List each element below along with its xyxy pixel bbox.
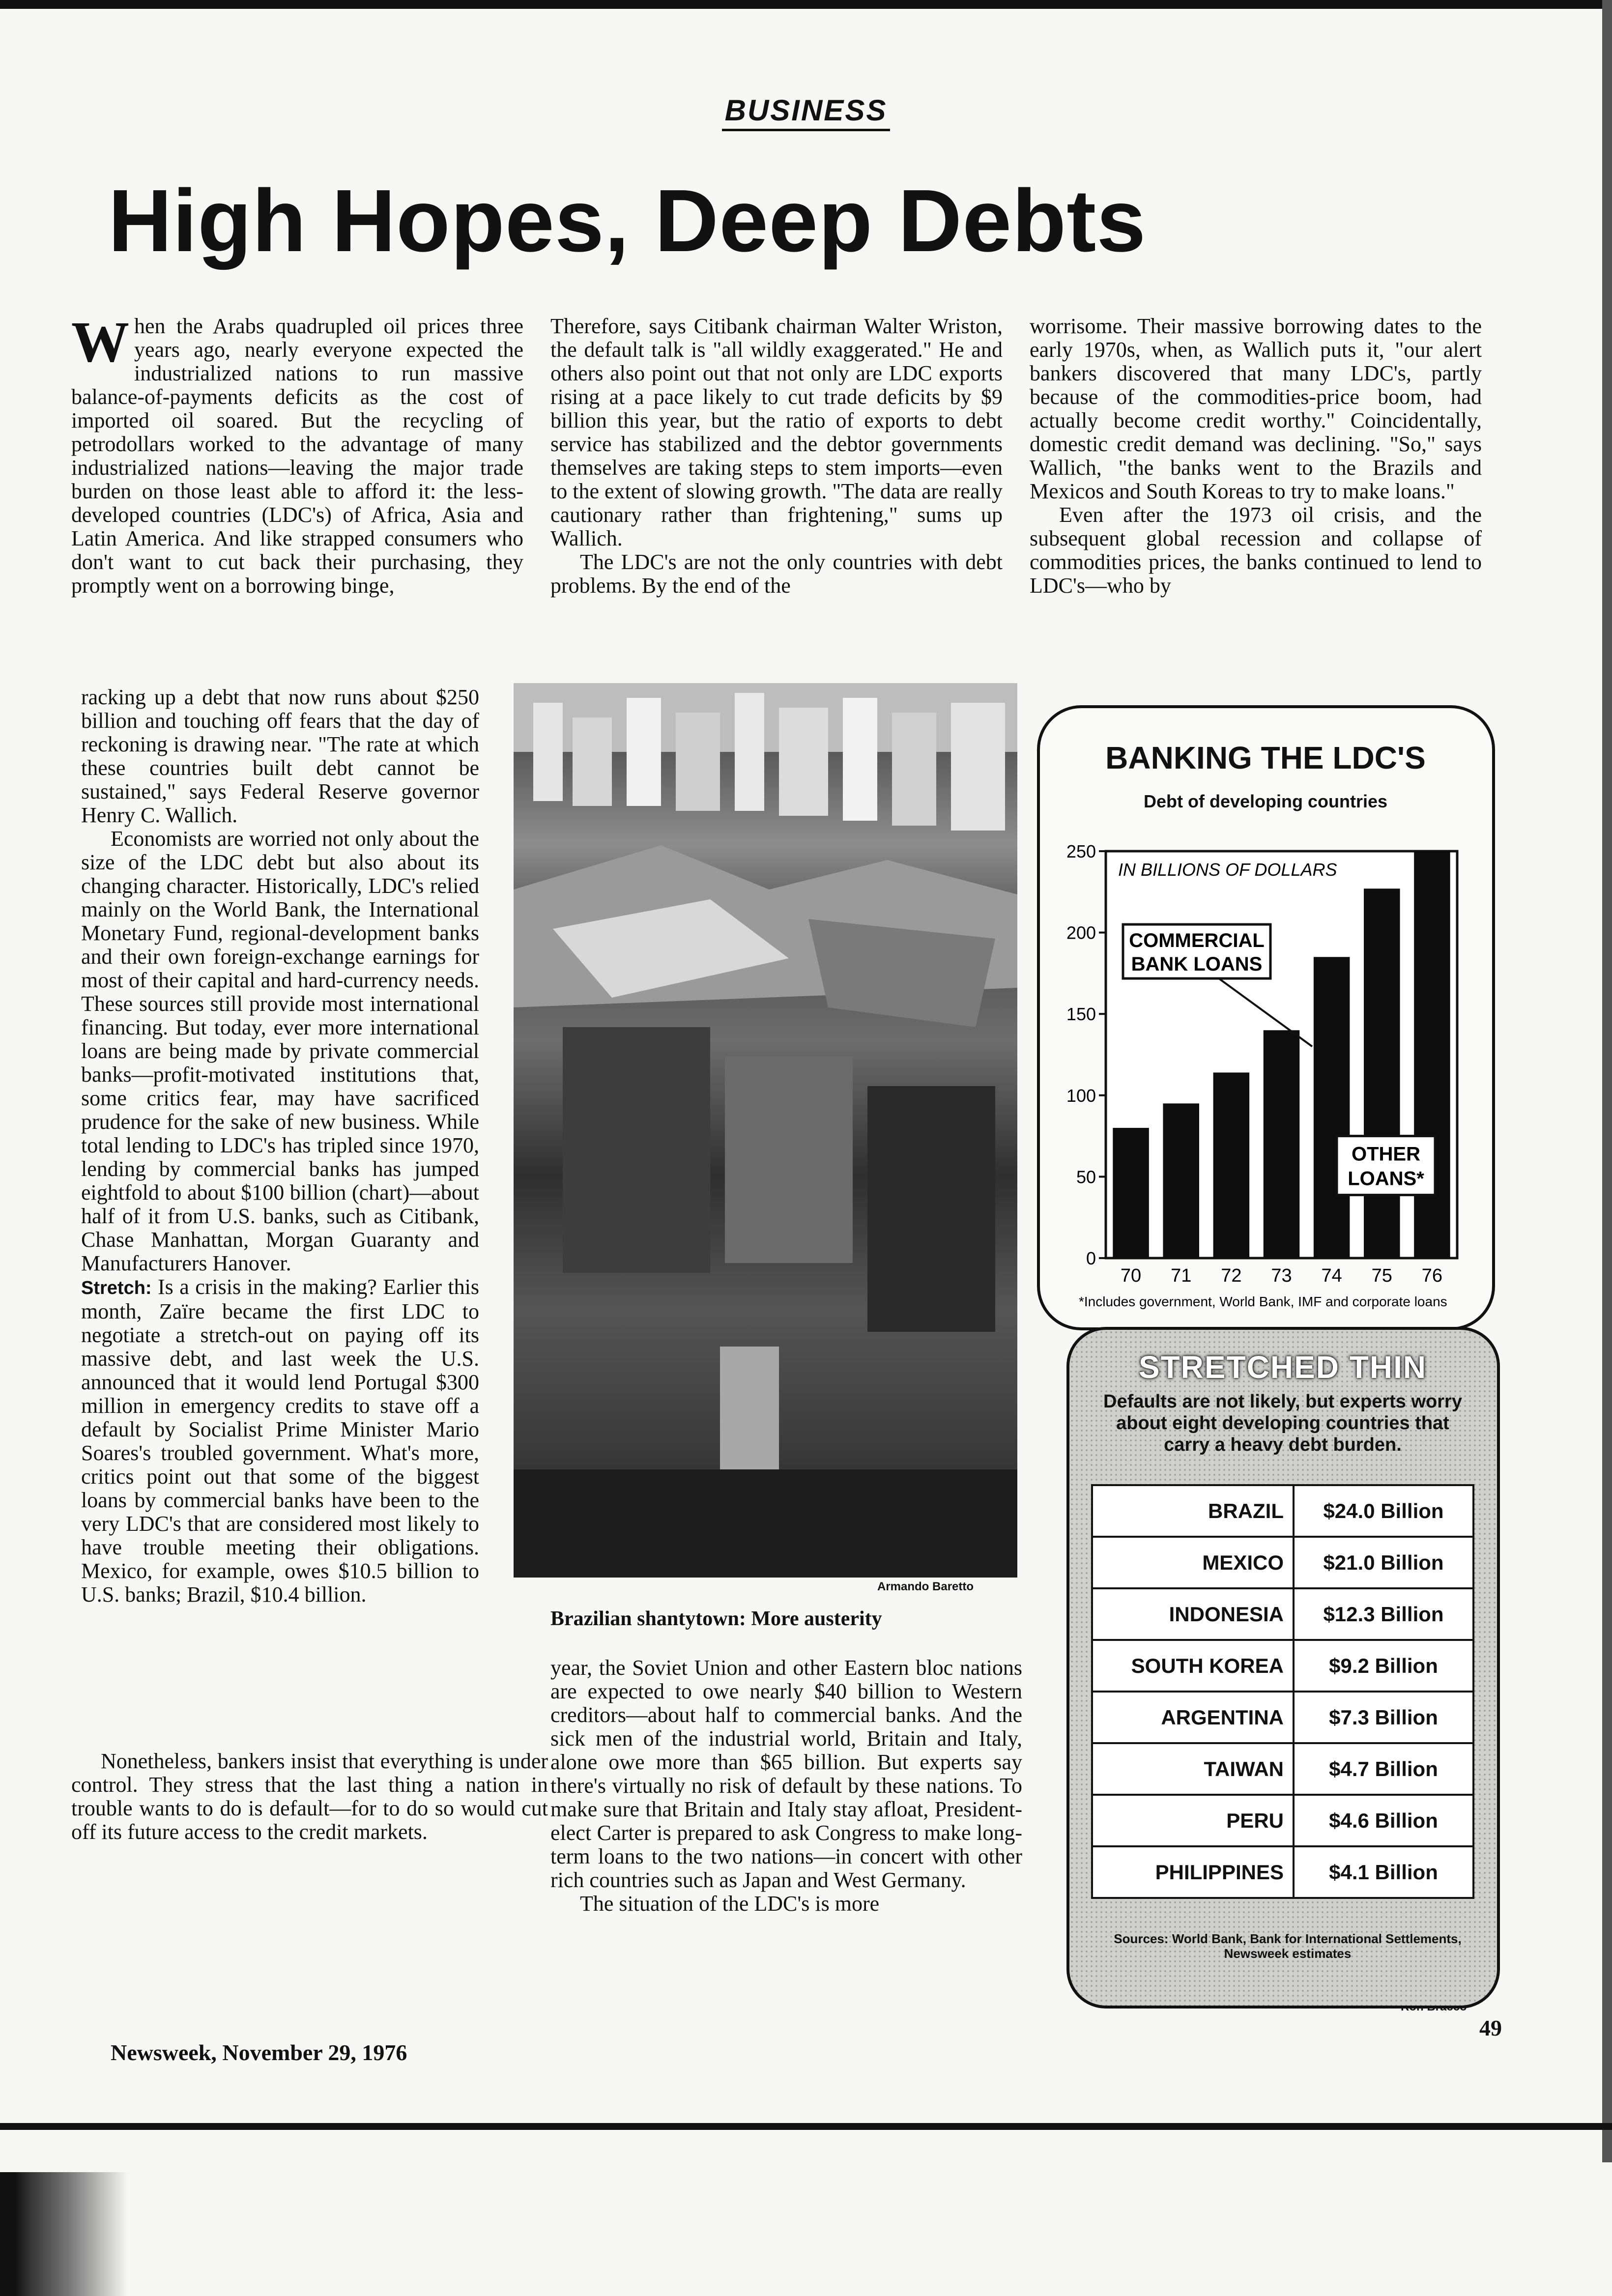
table-row xyxy=(1092,1485,1473,1537)
table-row xyxy=(1092,1795,1473,1846)
x-tick-label: 72 xyxy=(1221,1265,1242,1286)
page-edge xyxy=(1602,0,1612,2162)
table-title: STRETCHED THIN xyxy=(1138,1349,1427,1385)
table-row xyxy=(1092,1846,1473,1898)
column-2-bottom xyxy=(550,1656,1022,1916)
y-tick-label: 150 xyxy=(1066,1004,1096,1025)
page-number: 49 xyxy=(1479,2015,1502,2040)
column-3 xyxy=(1030,315,1482,598)
table-subtitle: Defaults are not likely, but experts worry about eight developing countries that carry a heavy debt burden. xyxy=(1103,1391,1462,1455)
column-1-bottom xyxy=(71,1750,548,1844)
paragraph: Economists are worried not only about the size of the LDC debt but also about its changing character. Historically, LDC's relied mainly on the World Bank, the International Monetary Fund, regional-development banks and their own foreign-exchange earnings for most of their capital and hard-currency needs. These sources still provide most international financing. But today, ever more international loans are being made by private commercial banks—profit-motivated institutions that, some critics fear, may have sacrificed prudence for the sake of new business. While total lending to LDC's has tripled since 1970, lending by commercial banks has jumped eightfold to about $100 billion (chart)—about half of it from U.S. banks, such as Citibank, Chase Manhattan, Morgan Guaranty and Manufacturers Hanover. xyxy=(81,827,479,1275)
drop-cap: W xyxy=(71,310,129,374)
y-tick-label: 50 xyxy=(1076,1167,1096,1187)
country-cell: PERU xyxy=(1092,1795,1294,1846)
paragraph: Therefore, says Citibank chairman Walter Wriston, the default talk is "all wildly exaggerated." He and others also point out that not only are LDC exports rising at a pace likely to cut trade deficits by $9 billion this year, but the ratio of exports to debt service has stabilized and the debtor governments themselves are taking steps to stem imports—even to the extent of slowing growth. "The data are really cautionary rather than frightening," sums up Wallich. xyxy=(550,314,1003,550)
table-row xyxy=(1092,1537,1473,1588)
x-tick-label: 71 xyxy=(1171,1265,1192,1286)
footer-dateline: Newsweek, November 29, 1976 xyxy=(111,2040,407,2065)
scan-artifact xyxy=(0,2172,128,2296)
other-label: OTHER xyxy=(1352,1143,1420,1165)
paragraph: Stretch: Is a crisis in the making? Earlier this month, Zaïre became the first LDC to negotiate a stretch-out on paying off its massive debt, and last week the U.S. announced that it would lend Portugal $300 million in emergency credits to stave off a default by Socialist Prime Minister Mario Soares's troubled government. What's more, critics point out that some of the biggest loans by commercial banks have been to the very LDC's that are considered most likely to have trouble meeting their obligations. Mexico, for example, owes $10.5 billion to U.S. banks; Brazil, $10.4 billion. xyxy=(81,1275,479,1607)
paragraph: Even after the 1973 oil crisis, and the subsequent global recession and collapse of commodities prices, the banks continued to lend to LDC's—who by xyxy=(1030,503,1482,598)
table-row xyxy=(1092,1692,1473,1743)
table-row xyxy=(1092,1588,1473,1640)
commercial-label: BANK LOANS xyxy=(1131,953,1263,976)
chart-title: BANKING THE LDC'S xyxy=(1105,740,1426,775)
commercial-label: COMMERCIAL xyxy=(1129,930,1265,952)
top-border xyxy=(0,0,1612,9)
column-1-narrow xyxy=(81,686,479,1607)
value-cell: $12.3 Billion xyxy=(1294,1588,1473,1640)
country-cell: MEXICO xyxy=(1092,1537,1294,1588)
photo-credit: Armando Baretto xyxy=(877,1580,974,1593)
paragraph: racking up a debt that now runs about $250 billion and touching off fears that the day of reckoning is drawing near. "The rate at which these countries built debt cannot be sustained," says Federal Reserve governor Henry C. Wallich. xyxy=(81,685,479,827)
x-tick-label: 74 xyxy=(1321,1265,1342,1286)
value-cell: $9.2 Billion xyxy=(1294,1640,1473,1692)
debt-bar-chart xyxy=(1037,826,1494,1317)
bottom-border xyxy=(0,2123,1612,2130)
country-cell: PHILIPPINES xyxy=(1092,1846,1294,1898)
table-source: Sources: World Bank, Bank for International Settlements, Newsweek estimates xyxy=(1114,1931,1462,1961)
country-cell: SOUTH KOREA xyxy=(1092,1640,1294,1692)
section-label: BUSINESS xyxy=(0,93,1612,127)
subhead: Stretch: xyxy=(81,1278,152,1298)
value-cell: $4.1 Billion xyxy=(1294,1846,1473,1898)
chart-footnote: *Includes government, World Bank, IMF and corporate loans xyxy=(1079,1294,1447,1309)
value-cell: $4.7 Billion xyxy=(1294,1743,1473,1795)
y-tick-label: 250 xyxy=(1066,841,1096,861)
bar-72 xyxy=(1213,1072,1250,1258)
y-tick-label: 0 xyxy=(1086,1248,1096,1268)
paragraph: year, the Soviet Union and other Eastern bloc nations are expected to owe nearly $40 billion to Western creditors—about half to commercial banks. And the sick men of the industrial world, Britain and Italy, alone owe more than $65 billion. But experts say there's virtually no risk of default by these nations. To make sure that Britain and Italy stay afloat, President-elect Carter is prepared to ask Congress to make long-term loans to the two nations—in concert with other rich countries such as Japan and West Germany. xyxy=(550,1656,1022,1892)
photo-caption: Brazilian shantytown: More austerity xyxy=(550,1607,882,1630)
paragraph: The situation of the LDC's is more xyxy=(580,1892,880,1916)
unit-label: IN BILLIONS OF DOLLARS xyxy=(1118,860,1337,880)
paragraph: Nonetheless, bankers insist that everything is under control. They stress that the last thing a nation in trouble wants to do is default—for to do so would cut off its future access to the credit markets. xyxy=(71,1749,548,1844)
column-1 xyxy=(71,310,523,598)
bar-71 xyxy=(1163,1103,1199,1258)
value-cell: $24.0 Billion xyxy=(1294,1485,1473,1537)
bar-73 xyxy=(1264,1030,1300,1258)
paragraph: The LDC's are not the only countries with debt problems. By the end of the xyxy=(550,550,1003,598)
x-tick-label: 73 xyxy=(1271,1265,1292,1286)
chart-subtitle: Debt of developing countries xyxy=(1143,791,1388,811)
value-cell: $4.6 Billion xyxy=(1294,1795,1473,1846)
y-tick-label: 200 xyxy=(1066,922,1096,943)
table-row xyxy=(1092,1640,1473,1692)
debt-table xyxy=(1091,1484,1474,1899)
bar-75 xyxy=(1364,889,1400,1258)
paragraph: worrisome. Their massive borrowing dates to the early 1970s, when, as Wallich puts it, "our alert bankers discovered that many LDC's, partly because of the commodities-price boom, had actually become credit worthy." Coincidentally, domestic credit demand was declining. "So," says Wallich, "the banks went to the Brazils and Mexicos and South Koreas to try to make loans." xyxy=(1030,314,1482,503)
y-tick-label: 100 xyxy=(1066,1085,1096,1106)
country-cell: ARGENTINA xyxy=(1092,1692,1294,1743)
country-cell: BRAZIL xyxy=(1092,1485,1294,1537)
x-tick-label: 76 xyxy=(1421,1265,1443,1286)
value-cell: $21.0 Billion xyxy=(1294,1537,1473,1588)
headline: High Hopes, Deep Debts xyxy=(108,172,1147,270)
other-label: LOANS* xyxy=(1348,1168,1424,1190)
column-2-top xyxy=(550,315,1003,598)
x-tick-label: 70 xyxy=(1120,1265,1142,1286)
shantytown-photo xyxy=(514,683,1017,1578)
bar-76 xyxy=(1414,851,1450,1258)
country-cell: TAIWAN xyxy=(1092,1743,1294,1795)
paragraph: When the Arabs quadrupled oil prices three years ago, nearly everyone expected the industrialized nations to run massive balance-of-payments deficits as the cost of imported oil soared. But the recycling of petrodollars worked to the advantage of many industrialized nations—leaving the major trade burden on those least able to afford it: the less-developed countries (LDC's) of Africa, Asia and Latin America. And like strapped consumers who don't want to cut back their purchasing, they promptly went on a borrowing binge, xyxy=(71,310,523,598)
country-cell: INDONESIA xyxy=(1092,1588,1294,1640)
value-cell: $7.3 Billion xyxy=(1294,1692,1473,1743)
bar-70 xyxy=(1113,1128,1149,1258)
bar-74 xyxy=(1314,957,1350,1258)
table-row xyxy=(1092,1743,1473,1795)
x-tick-label: 75 xyxy=(1371,1265,1392,1286)
